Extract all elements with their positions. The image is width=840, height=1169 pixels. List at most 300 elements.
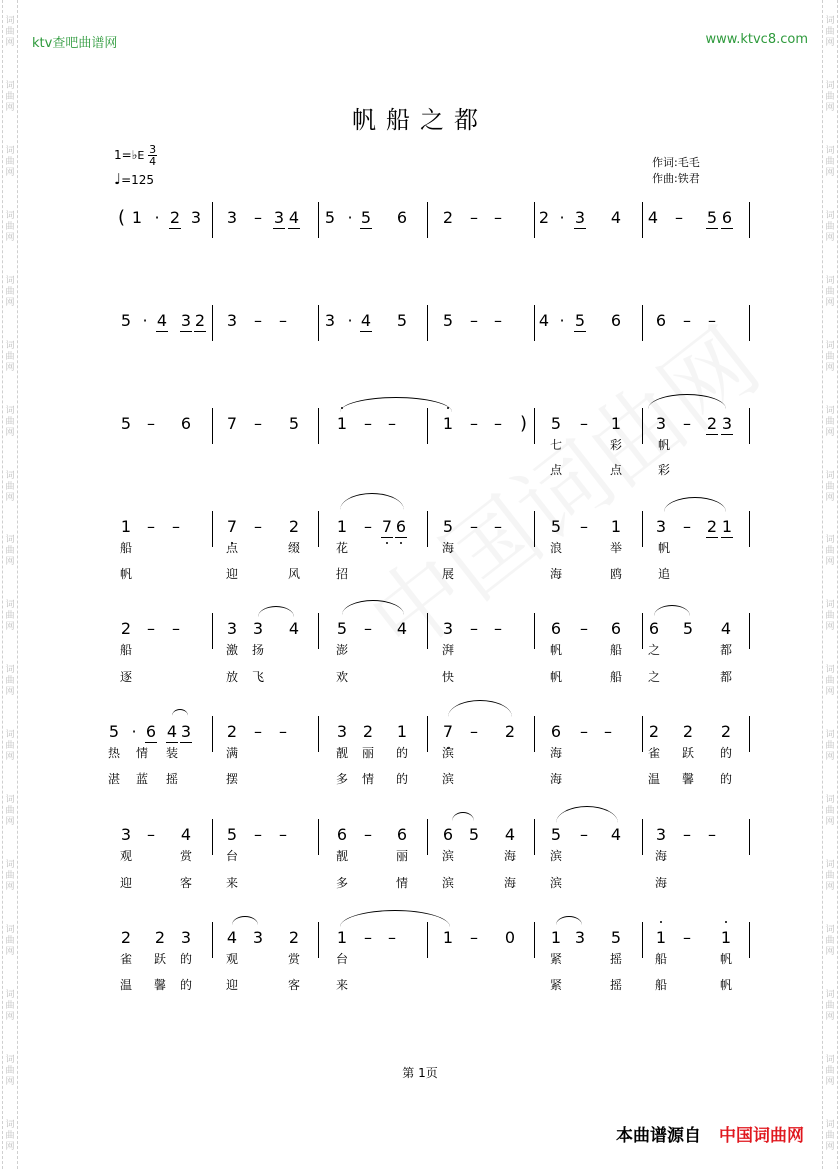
lyric-char: 来 [335,978,348,992]
bar-line [212,305,213,341]
slur [258,606,294,617]
note: 6 [336,825,348,844]
score-row [112,823,757,851]
score-row [112,206,757,234]
side-text: 曲 [825,156,835,167]
side-text: 词 [825,795,835,806]
lyric-char: 滨 [549,849,562,863]
side-text: 网 [5,362,15,373]
dash-extension: – [388,928,396,947]
lyric-char: 迎 [119,876,132,890]
side-text: 词 [825,340,835,351]
lyric-char: 船 [119,643,132,657]
side-text: 词 [5,15,15,26]
side-text: 曲 [825,351,835,362]
lyric-char: 紧 [549,952,562,966]
side-text: 网 [5,557,15,568]
score-row [112,926,757,954]
dash-extension: – [364,517,372,536]
lyric-char: 摇 [609,952,622,966]
side-text: 曲 [5,806,15,817]
side-text: 网 [825,882,835,893]
lyric-char: 靓 [335,746,348,760]
side-text: 曲 [825,26,835,37]
side-text: 词 [5,340,15,351]
side-text: 曲 [825,806,835,817]
note: 6 [550,619,562,638]
bar-line [212,202,213,238]
dash-extension: – [683,825,691,844]
lyric-char: 摇 [165,772,178,786]
note: 1 [653,926,669,950]
lyric-char: 海 [503,876,516,890]
note: 2 [154,928,166,947]
note: 3 [442,619,454,638]
dash-extension: – [388,414,396,433]
note: 1 [396,722,408,741]
dash-extension: – [494,517,502,536]
lyric-char: 温 [647,772,660,786]
side-text: 曲 [825,676,835,687]
dash-extension: – [254,825,262,844]
lyric-char: 之 [647,643,660,657]
lyric-char: 都 [719,643,732,657]
note: 3 [180,311,192,330]
lyric-line [112,642,757,658]
note: 2 [226,722,238,741]
note: 3 [324,311,336,330]
dash-extension: – [254,517,262,536]
lyric-char: 情 [395,876,408,890]
note: 6 [145,722,157,741]
note: 6 [396,208,408,227]
note: 2 [169,208,181,227]
note: 4 [180,825,192,844]
bar-line [749,305,750,341]
side-text: 曲 [5,221,15,232]
side-text: 网 [5,167,15,178]
dash-extension: – [172,517,180,536]
side-text: 词 [5,1119,15,1130]
side-text: 曲 [5,676,15,687]
score-row [112,617,757,645]
song-title: 帆船之都 [352,106,488,134]
bar-line [642,202,643,238]
side-text: 网 [5,1076,15,1087]
side-text: 词 [5,80,15,91]
side-text: 词 [825,925,835,936]
lyric-char: 海 [503,849,516,863]
lyric-char: 滨 [441,772,454,786]
lyric-char: 观 [225,952,238,966]
lyric-char: 帆 [657,438,670,452]
source-prefix: 本曲谱源自 [616,1126,701,1146]
lyric-char: 滨 [441,876,454,890]
lyric-line [112,848,757,864]
side-text: 词 [825,275,835,286]
dash-extension: – [580,414,588,433]
lyric-char: 帆 [657,541,670,555]
dash-extension: – [254,311,262,330]
slur [556,916,582,925]
augmentation-dot: · [559,311,565,330]
note: 4 [166,722,178,741]
lyric-char: 帆 [719,978,732,992]
note: 1 [610,414,622,433]
side-text: 词 [825,730,835,741]
side-text: 曲 [5,156,15,167]
lyric-char: 湃 [441,643,454,657]
lyric-char: 扬 [251,643,264,657]
slur [340,493,404,510]
score-row [112,412,757,440]
lyric-char: 船 [654,952,667,966]
lyric-char: 举 [609,541,622,555]
lyric-char: 靓 [335,849,348,863]
dash-extension: – [604,722,612,741]
tempo-value: =125 [121,173,155,187]
time-bottom: 4 [149,155,157,168]
side-text: 网 [5,37,15,48]
note: 6 [721,208,733,227]
note: 5 [360,208,372,227]
lyric-char: 的 [719,772,732,786]
note: 0 [504,928,516,947]
note: 5 [682,619,694,638]
lyric-char: 海 [654,876,667,890]
bar-line [534,202,535,238]
side-text: 词 [5,600,15,611]
side-text: 曲 [825,936,835,947]
tie [340,910,450,927]
note: 5 [706,208,718,227]
note: 5 [468,825,480,844]
lyric-line [112,977,757,993]
slur [172,709,188,716]
slur [452,812,474,821]
lyric-char: 跃 [681,746,694,760]
note: 3 [655,517,667,536]
note: 3 [226,619,238,638]
lyric-char: 海 [549,567,562,581]
note: 2 [288,928,300,947]
note: 3 [252,928,264,947]
lyric-line [107,745,757,761]
side-text: 曲 [5,91,15,102]
augmentation-dot: · [347,208,353,227]
side-text: 网 [825,557,835,568]
page-number: 第 1页 [402,1066,438,1080]
lyric-char: 海 [654,849,667,863]
note: 3 [273,208,285,227]
dash-extension: – [364,825,372,844]
dash-extension: – [254,414,262,433]
side-text: 曲 [825,611,835,622]
side-text: 曲 [825,871,835,882]
note: 3 [226,311,238,330]
side-text: 网 [825,362,835,373]
side-text: 曲 [5,1130,15,1141]
lyric-char: 迎 [225,978,238,992]
side-text: 词 [5,275,15,286]
note: 4 [720,619,732,638]
side-text: 网 [5,817,15,828]
dash-extension: – [580,722,588,741]
header-site-right[interactable]: www.ktvc8.com [705,32,808,47]
note: 1 [336,517,348,536]
dash-extension: – [470,414,478,433]
slur [448,700,512,717]
side-text: 曲 [825,221,835,232]
note: 6 [648,619,660,638]
side-text: 网 [5,1141,15,1152]
note: 5 [574,311,586,330]
side-text: 曲 [5,26,15,37]
lyric-line [112,462,757,478]
bar-line [642,305,643,341]
augmentation-dot: · [154,208,160,227]
lyric-line [112,669,757,685]
lyric-char: 多 [335,876,348,890]
note: 3 [574,928,586,947]
side-text: 网 [825,232,835,243]
side-text: 词 [5,795,15,806]
quarter-note-icon: ♩ [114,170,122,188]
side-text: 词 [5,860,15,871]
score-row [112,515,757,543]
dash-extension: – [580,517,588,536]
side-text: 网 [825,1141,835,1152]
side-text: 曲 [825,546,835,557]
lyric-char: 点 [609,463,622,477]
lyric-char: 的 [179,952,192,966]
note: 7 [226,414,238,433]
note: 3 [721,414,733,433]
lyric-char: 船 [609,670,622,684]
dash-extension: – [147,619,155,638]
lyric-char: 澎 [335,643,348,657]
dash-extension: – [279,722,287,741]
note: 1 [550,928,562,947]
bar-line [427,305,428,341]
lyric-char: 欢 [335,670,348,684]
dash-extension: – [147,517,155,536]
source-credit [616,1121,804,1146]
side-text: 曲 [5,351,15,362]
note: 5 [550,414,562,433]
side-text: 网 [5,882,15,893]
note: 4 [156,311,168,330]
key-signature [114,144,157,167]
lyric-char: 来 [225,876,238,890]
side-text: 曲 [5,1065,15,1076]
lyric-char: 迎 [225,567,238,581]
side-text: 网 [825,1076,835,1087]
note: 2 [120,619,132,638]
side-watermark-left [2,0,18,1169]
source-site[interactable]: 中国词曲网 [719,1126,804,1146]
side-text: 曲 [825,91,835,102]
dash-extension: – [172,619,180,638]
side-text: 曲 [5,936,15,947]
side-text: 词 [5,210,15,221]
note: 5 [108,722,120,741]
side-text: 词 [5,990,15,1001]
note: 5 [550,825,562,844]
note: 2 [442,208,454,227]
side-text: 词 [825,665,835,676]
lyric-char: 馨 [681,772,694,786]
lyric-char: 快 [441,670,454,684]
side-text: 网 [5,752,15,763]
dash-extension: – [470,208,478,227]
lyric-char: 缀 [287,541,300,555]
lyric-char: 海 [441,541,454,555]
side-text: 曲 [5,1001,15,1012]
side-text: 网 [825,1012,835,1023]
side-text: 词 [5,730,15,741]
note: 2 [538,208,550,227]
note: 6 [393,515,409,539]
lyric-char: 花 [335,541,348,555]
key-prefix: 1= [114,148,132,162]
lyric-char: 的 [395,746,408,760]
side-text: 曲 [825,481,835,492]
lyric-char: 摇 [609,978,622,992]
side-text: 曲 [5,611,15,622]
side-text: 网 [825,427,835,438]
note: 1 [440,412,456,436]
note: 3 [574,208,586,227]
repeat-paren-close: ) [520,413,528,434]
side-text: 曲 [825,1001,835,1012]
lyric-char: 彩 [609,438,622,452]
lyric-char: 招 [335,567,348,581]
lyric-char: 观 [119,849,132,863]
dash-extension: – [470,311,478,330]
side-text: 曲 [825,286,835,297]
side-text: 曲 [5,481,15,492]
note: 3 [180,722,192,741]
note: 5 [120,311,132,330]
lyric-char: 情 [361,772,374,786]
bar-line [534,305,535,341]
side-text: 曲 [825,1065,835,1076]
lyric-char: 滨 [441,746,454,760]
side-text: 网 [825,947,835,958]
side-text: 网 [5,232,15,243]
lyric-char: 摆 [225,772,238,786]
side-text: 曲 [825,1130,835,1141]
lyric-line [112,437,757,453]
lyric-char: 的 [395,772,408,786]
dash-extension: – [494,619,502,638]
side-text: 词 [825,600,835,611]
note: 1 [120,517,132,536]
side-text: 词 [825,80,835,91]
note: 4 [360,311,372,330]
note: 5 [336,619,348,638]
side-text: 网 [5,427,15,438]
lyric-char: 跃 [153,952,166,966]
side-text: 词 [825,145,835,156]
note: 3 [190,208,202,227]
tie [340,397,452,412]
side-text: 网 [5,492,15,503]
note: 4 [226,928,238,947]
bar-line [427,202,428,238]
side-text: 网 [5,297,15,308]
side-text: 词 [5,145,15,156]
side-text: 网 [825,37,835,48]
lyric-char: 台 [225,849,238,863]
side-text: 词 [5,470,15,481]
side-text: 曲 [825,741,835,752]
note: 5 [226,825,238,844]
side-text: 词 [825,15,835,26]
side-text: 网 [825,297,835,308]
side-text: 词 [825,470,835,481]
dash-extension: – [494,208,502,227]
lyric-char: 帆 [549,643,562,657]
lyric-char: 多 [335,772,348,786]
header-site-left[interactable]: ktv查吧曲谱网 [32,36,118,51]
note: 4 [647,208,659,227]
dash-extension: – [494,311,502,330]
side-text: 词 [5,405,15,416]
note: 3 [655,825,667,844]
lyric-line [112,566,757,582]
dash-extension: – [147,825,155,844]
note: 3 [226,208,238,227]
note: 6 [396,825,408,844]
lyric-char: 追 [657,567,670,581]
dash-extension: – [683,928,691,947]
side-text: 词 [825,210,835,221]
note: 2 [720,722,732,741]
lyric-line [107,771,757,787]
note: 6 [610,619,622,638]
dash-extension: – [708,825,716,844]
dash-extension: – [279,825,287,844]
lyric-char: 赏 [179,849,192,863]
lyric-char: 情 [135,746,148,760]
note: 2 [362,722,374,741]
note: 5 [442,517,454,536]
side-text: 曲 [5,416,15,427]
dash-extension: – [364,414,372,433]
note: 1 [442,928,454,947]
note: 3 [120,825,132,844]
side-watermark-right [822,0,838,1169]
side-text: 曲 [5,871,15,882]
note: 5 [442,311,454,330]
lyric-line [112,951,757,967]
note: 5 [396,311,408,330]
lyric-char: 逐 [119,670,132,684]
dash-extension: – [364,619,372,638]
dash-extension: – [470,619,478,638]
bar-line [318,202,319,238]
dash-extension: – [470,928,478,947]
lyric-char: 馨 [153,978,166,992]
dash-extension: – [494,414,502,433]
lyric-char: 浪 [549,541,562,555]
note: 4 [288,208,300,227]
lyric-char: 之 [647,670,660,684]
side-text: 词 [825,990,835,1001]
side-text: 曲 [825,416,835,427]
